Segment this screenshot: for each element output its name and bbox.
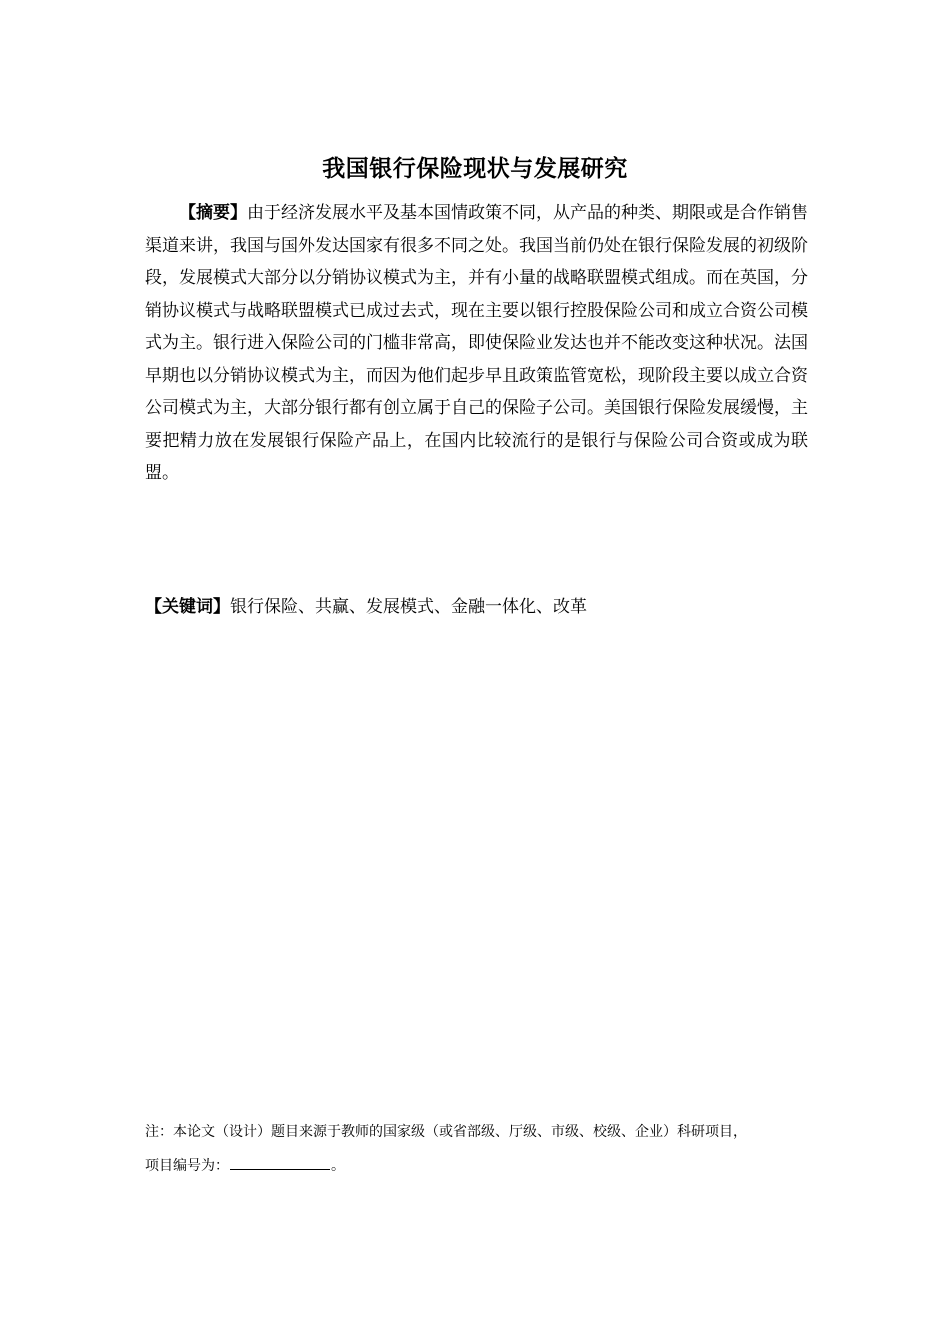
keywords-text: 银行保险、共赢、发展模式、金融一体化、改革 — [230, 597, 587, 617]
project-number-label: 项目编号为： — [145, 1158, 229, 1174]
footnote — [145, 1115, 815, 1183]
abstract-label: 【摘要】 — [179, 203, 247, 223]
project-number-blank — [230, 1155, 330, 1170]
footnote-period: 。 — [331, 1158, 345, 1174]
footnote-line-2 — [145, 1149, 815, 1183]
keywords-paragraph — [145, 591, 808, 623]
keywords-label: 【关键词】 — [145, 597, 230, 617]
page-title: 我国银行保险现状与发展研究 — [322, 155, 628, 182]
footnote-line-1: 注：本论文（设计）题目来源于教师的国家级（或省部级、厅级、市级、校级、企业）科研项目， — [145, 1124, 747, 1140]
abstract-paragraph — [145, 197, 808, 490]
abstract-text: 由于经济发展水平及基本国情政策不同，从产品的种类、期限或是合作销售渠道来讲，我国与国外发达国家有很多不同之处。我国当前仍处在银行保险发展的初级阶段，发展模式大部分以分销协议模式为主，并有小量的战略联盟模式组成。而在英国，分销协议模式与战略联盟模式已成过去式，现在主要以银行控股保险公司和成立合资公司模式为主。银行进入保险公司的门槛非常高，即使保险业发达也并不能改变这种状况。法国早期也以分销协议模式为主，而因为他们起步早且政策监管宽松，现阶段主要以成立合资公司模式为主，大部分银行都有创立属于自己的保险子公司。美国银行保险发展缓慢，主要把精力放在发展银行保险产品上，在国内比较流行的是银行与保险公司合资或成为联盟。 — [145, 203, 808, 483]
